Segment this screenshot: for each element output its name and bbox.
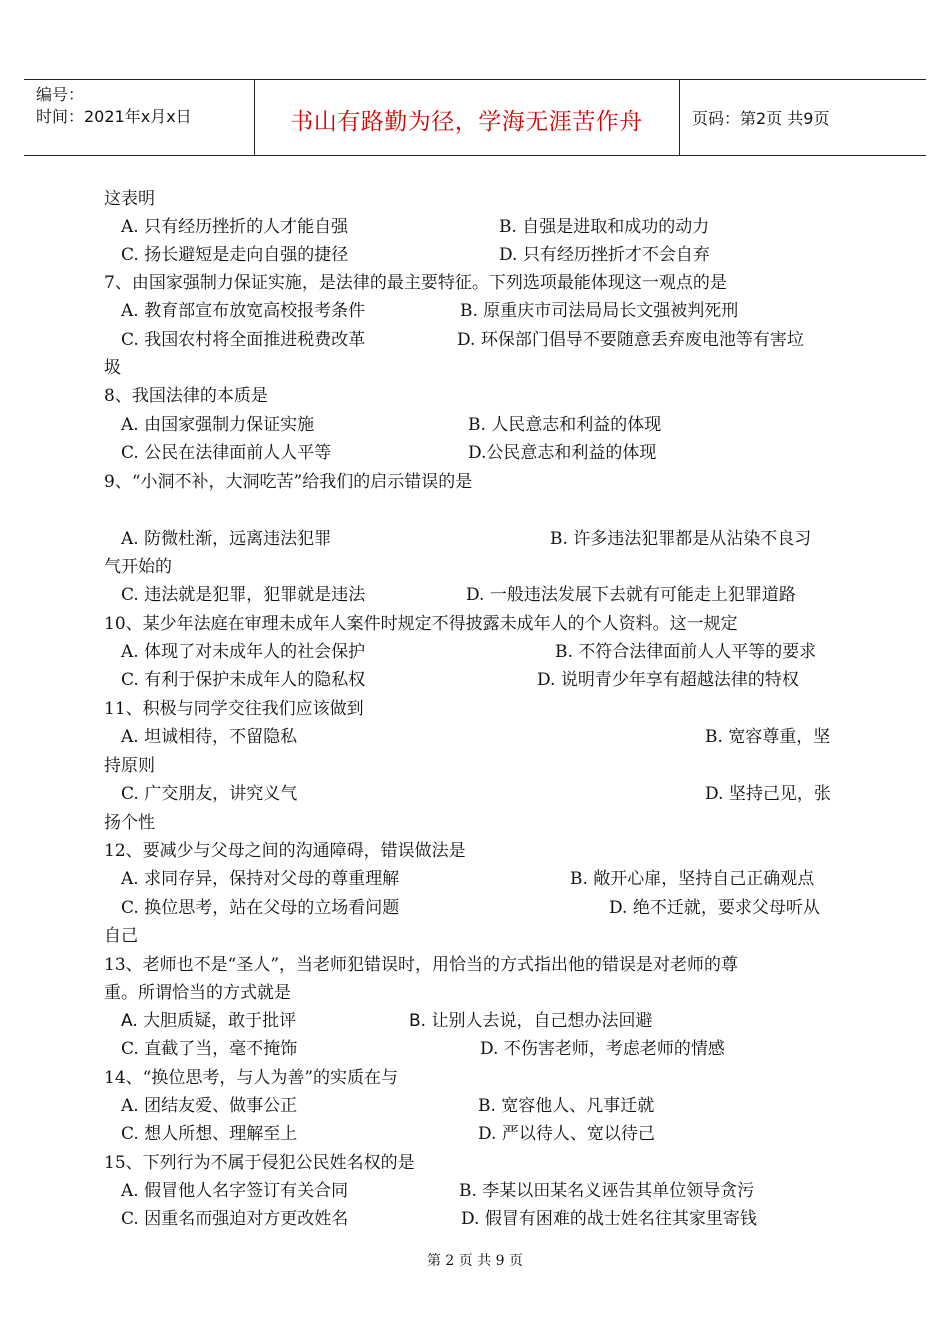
option-a: A. 坦诚相待，不留隐私 — [121, 727, 298, 747]
question-12: 12、要减少与父母之间的沟通障碍，错误做法是 — [104, 841, 466, 861]
question-8: 8、我国法律的本质是 — [104, 386, 268, 406]
option-d: D. 不伤害老师，考虑老师的情感 — [480, 1039, 725, 1059]
document-time-label: 时间：2021年x月x日 — [36, 107, 192, 126]
header-page-code: 页码：第2页 共9页 — [692, 109, 830, 128]
question-stem-line: 重。所谓恰当的方式就是 — [104, 983, 291, 1003]
option-c: C. 违法就是犯罪，犯罪就是违法 — [121, 585, 366, 605]
header-motto: 书山有路勤为径，学海无涯苦作舟 — [290, 109, 643, 135]
option-b: B. 让别人去说，自己想办法回避 — [409, 1011, 653, 1031]
document-number-label: 编号： — [36, 85, 85, 104]
option-a: A. 教育部宣布放宽高校报考条件 — [121, 301, 366, 321]
question-14: 14、“换位思考，与人为善”的实质在与 — [104, 1068, 399, 1088]
option-c: C. 有利于保护未成年人的隐私权 — [121, 670, 366, 690]
option-a: A. 由国家强制力保证实施 — [121, 415, 315, 435]
option-b: B. 宽容他人、凡事迁就 — [478, 1096, 655, 1116]
option-continuation: 自己 — [104, 926, 138, 946]
option-a: A. 求同存异，保持对父母的尊重理解 — [121, 869, 400, 889]
question-7: 7、由国家强制力保证实施，是法律的最主要特征。下列选项最能体现这一观点的是 — [104, 273, 727, 293]
option-d: D. 环保部门倡导不要随意丢弃废电池等有害垃 — [457, 330, 804, 350]
question-13: 13、老师也不是“圣人”，当老师犯错误时，用恰当的方式指出他的错误是对老师的尊 — [104, 955, 739, 975]
option-continuation: 气开始的 — [104, 557, 172, 577]
option-continuation: 圾 — [104, 358, 121, 378]
question-stem-line: 这表明 — [104, 189, 155, 209]
option-c: C. 公民在法律面前人人平等 — [121, 443, 332, 463]
header-top-rule — [24, 79, 926, 80]
option-b: B. 李某以田某名义诬告其单位领导贪污 — [459, 1181, 755, 1201]
option-c: C. 我国农村将全面推进税费改革 — [121, 330, 366, 350]
option-c: C. 扬长避短是走向自强的捷径 — [121, 245, 349, 265]
option-c: C. 换位思考，站在父母的立场看问题 — [121, 898, 400, 918]
option-a: A. 大胆质疑，敢于批评 — [121, 1011, 297, 1031]
option-d: D. 绝不迁就，要求父母听从 — [609, 898, 820, 918]
question-10: 10、某少年法庭在审理未成年人案件时规定不得披露未成年人的个人资料。这一规定 — [104, 614, 738, 634]
option-d: D.公民意志和利益的体现 — [468, 443, 657, 463]
option-d: D. 假冒有困难的战士姓名往其家里寄钱 — [461, 1209, 757, 1229]
option-c: C. 广交朋友，讲究义气 — [121, 784, 298, 804]
option-d: D. 坚持己见，张 — [705, 784, 831, 804]
question-9: 9、“小洞不补，大洞吃苦”给我们的启示错误的是 — [104, 472, 473, 492]
header-bottom-rule — [24, 155, 926, 156]
option-b: B. 敞开心扉，坚持自己正确观点 — [570, 869, 815, 889]
option-a: A. 假冒他人名字签订有关合同 — [121, 1181, 349, 1201]
page-footer: 第 2 页 共 9 页 — [426, 1253, 524, 1269]
option-c: C. 想人所想、理解至上 — [121, 1124, 298, 1144]
question-11: 11、积极与同学交往我们应该做到 — [104, 699, 364, 719]
option-a: A. 防微杜渐，远离违法犯罪 — [121, 529, 332, 549]
option-a: A. 只有经历挫折的人才能自强 — [121, 217, 349, 237]
option-a: A. 团结友爱、做事公正 — [121, 1096, 298, 1116]
option-b: B. 原重庆市司法局局长文强被判死刑 — [460, 301, 739, 321]
header-divider-right — [679, 79, 680, 156]
option-b: B. 不符合法律面前人人平等的要求 — [555, 642, 817, 662]
option-d: D. 一般违法发展下去就有可能走上犯罪道路 — [466, 585, 796, 605]
header-info — [36, 84, 192, 128]
option-a: A. 体现了对未成年人的社会保护 — [121, 642, 366, 662]
question-15: 15、下列行为不属于侵犯公民姓名权的是 — [104, 1153, 415, 1173]
option-b: B. 宽容尊重，坚 — [705, 727, 831, 747]
option-d: D. 说明青少年享有超越法律的特权 — [537, 670, 799, 690]
option-d: D. 严以待人、宽以待己 — [478, 1124, 655, 1144]
option-d: D. 只有经历挫折才不会自弃 — [499, 245, 710, 265]
option-b: B. 许多违法犯罪都是从沾染不良习 — [550, 529, 812, 549]
option-c: C. 直截了当，毫不掩饰 — [121, 1039, 298, 1059]
option-b: B. 自强是进取和成功的动力 — [499, 217, 710, 237]
option-continuation: 扬个性 — [104, 813, 155, 833]
option-c: C. 因重名而强迫对方更改姓名 — [121, 1209, 349, 1229]
option-continuation: 持原则 — [104, 756, 155, 776]
option-b: B. 人民意志和利益的体现 — [468, 415, 662, 435]
